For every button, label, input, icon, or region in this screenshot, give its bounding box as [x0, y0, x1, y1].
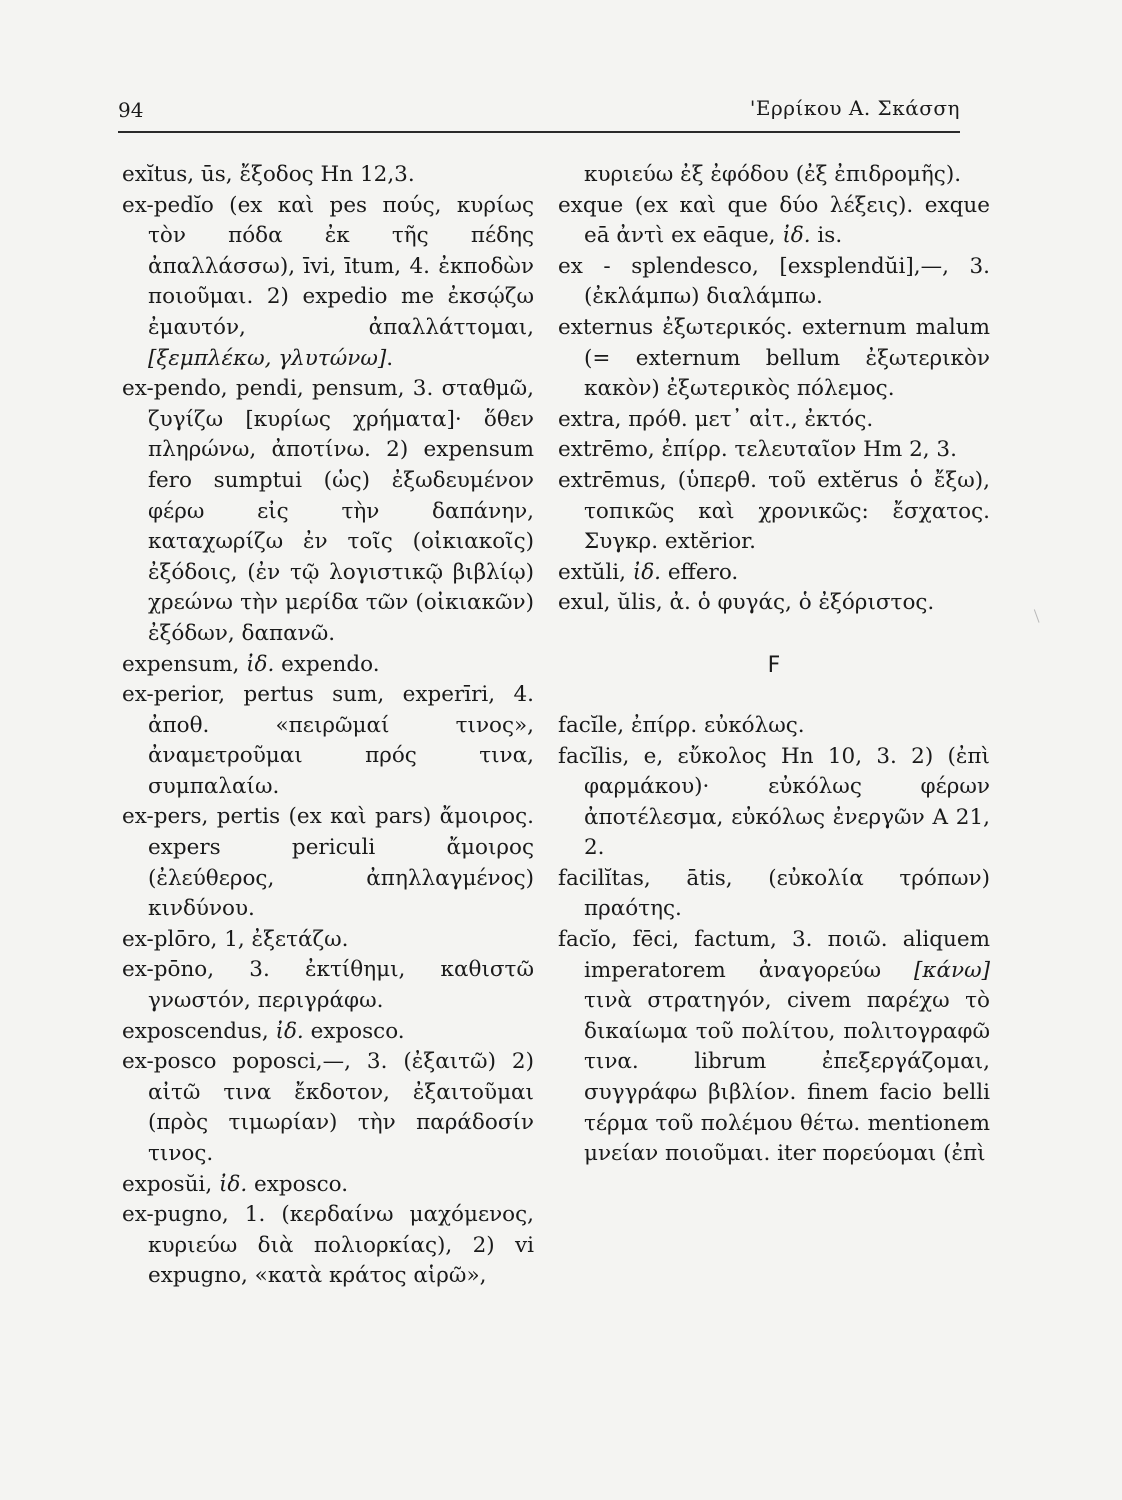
- right-column: [558, 160, 990, 1170]
- dictionary-entry: [558, 405, 990, 436]
- dictionary-entry: [122, 1047, 534, 1169]
- dictionary-entry: [122, 191, 534, 375]
- dictionary-entry: [122, 925, 534, 956]
- dictionary-entry: [122, 955, 534, 1016]
- dictionary-entry: [122, 160, 534, 191]
- entry-text: ex-posco poposci,—, 3. (ἐξαιτῶ) 2) αἰτῶ τινα ἔκδοτον, ἐξαιτοῦμαι (πρὸς τιμωρίαν) τὴν παράδοσίν τινος.: [122, 1049, 534, 1166]
- dictionary-entry: [558, 711, 990, 742]
- dictionary-entry: [558, 466, 990, 558]
- entry-text: externus ἐξωτερικός. externum malum (= externum bellum ἐξωτερικὸν κακὸν) ἐξωτερικὸς πόλεμος.: [558, 314, 990, 402]
- entry-text: ex-pugno, 1. (κερδαίνω μαχόμενος, κυριεύω διὰ πολιορκίας), 2) vi expugno, «κατὰ κράτος αἱρῶ»,: [122, 1202, 534, 1289]
- entry-italic: [ξεμπλέκω, γλυτώνω]: [148, 345, 387, 371]
- dictionary-entry: [558, 558, 990, 589]
- dictionary-entry: [122, 680, 534, 802]
- entry-italic: ἰδ.: [782, 223, 811, 249]
- entry-text: extrēmo, ἐπίρρ. τελευταῖον Hm 2, 3.: [558, 437, 957, 463]
- entry-text: facĭo, fēci, factum, 3. ποιῶ. aliquem imperatorem ἀναγορεύω: [558, 927, 990, 983]
- entry-text: ex-pedĭo (ex καὶ pes πούς, κυρίως τὸν πόδα ἐκ τῆς πέδης ἀπαλλάσσω), īvi, ītum, 4. ἐκποδὼν ποιοῦμαι. 2) expedio me ἐκσῴζω ἐμαυτόν, ἀπαλλάττομαι,: [122, 192, 534, 340]
- margin-pencil-mark: [1034, 607, 1045, 623]
- entry-text: extŭli,: [558, 559, 633, 585]
- dictionary-entry: [122, 1170, 534, 1201]
- entry-text: exque (ex καὶ que δύο λέξεις). exque eā ἀντὶ ex eāque,: [558, 192, 990, 249]
- dictionary-entry: [122, 374, 534, 649]
- entry-text: ex-pōno, 3. ἐκτίθημι, καθιστῶ γνωστόν, περιγράφω.: [122, 957, 534, 1014]
- dictionary-entry: [122, 650, 534, 681]
- dictionary-entry: [122, 1200, 534, 1292]
- dictionary-entry: [122, 1017, 534, 1048]
- left-column: [122, 160, 534, 1292]
- dictionary-entry: [558, 925, 990, 1170]
- entry-tail: τινὰ στρατηγόν, civem παρέχω τὸ δικαίωμα τοῦ πολίτου, πολιτογραφῶ τινα. librum ἐπεξεργάζομαι, συγγράφω βιβλίον. finem facio belli τέρμα τοῦ πολέμου θέτω. mentionem μνείαν ποιοῦμαι. iter πορεύομαι (ἐπὶ: [584, 988, 990, 1167]
- dictionary-entry: [558, 864, 990, 925]
- entry-text: expensum,: [122, 651, 247, 677]
- entry-tail: is.: [810, 223, 843, 249]
- entry-text: facĭlis, e, εὔκολος Hn 10, 3. 2) (ἐπὶ φαρμάκου)· εὐκόλως φέρων ἀποτέλεσμα, εὐκόλως ἐνεργῶν A 21, 2.: [558, 743, 990, 861]
- entry-italic: ἰδ.: [632, 559, 661, 585]
- entry-text: extrēmus, (ὑπερθ. τοῦ extĕrus ὁ ἔξω), τοπικῶς καὶ χρονικῶς: ἔσχατος. Συγκρ. extĕrior.: [558, 467, 990, 555]
- dictionary-entry: [558, 588, 990, 619]
- entry-text: exposŭi,: [122, 1171, 219, 1197]
- dictionary-entry: [558, 252, 990, 313]
- page-number: 94: [118, 98, 144, 122]
- entry-text: ex - splendesco, [exsplendŭi],—, 3. (ἐκλάμπω) διαλάμπω.: [558, 253, 990, 310]
- entry-tail: exposco.: [247, 1171, 349, 1197]
- entry-text: ex-pers, pertis (ex καὶ pars) ἄμοιρος. expers periculi ἄμοιρος (ἐλεύθερος, ἀπηλλαγμένος) κινδύνου.: [122, 804, 534, 922]
- entry-text: facilĭtas, ātis, (εὐκολία τρόπων) πραότης.: [558, 865, 990, 922]
- entry-text: facĭle, ἐπίρρ. εὐκόλως.: [558, 712, 805, 738]
- entry-tail: effero.: [660, 559, 739, 585]
- dictionary-entry: [558, 191, 990, 252]
- dictionary-entry: [558, 742, 990, 864]
- entry-text: ex-pendo, pendi, pensum, 3. σταθμῶ, ζυγίζω [κυρίως χρήματα]· ὅθεν πληρώνω, ἀποτίνω. 2) expensum fero sumptui (ὡς) ἐξωδευμένον φέρω εἰς τὴν δαπάνην, καταχωρίζω ἐν τοῖς (οἰκιακοῖς) ἐξόδοις, (ἐν τῷ λογιστικῷ βιβλίῳ) χρεώνω τὴν μερίδα τῶν (οἰκιακῶν) ἐξόδων, δαπανῶ.: [122, 376, 534, 646]
- entry-text: exĭtus, ūs, ἔξοδος Hn 12,3.: [122, 162, 415, 187]
- page-header: [118, 96, 960, 132]
- entry-continuation: κυριεύω ἐξ ἐφόδου (ἐξ ἐπιδρομῆς).: [584, 162, 962, 187]
- dictionary-entry: [558, 313, 990, 405]
- entry-text: exul, ŭlis, ἀ. ὁ φυγάς, ὁ ἐξόριστος.: [558, 590, 935, 616]
- entry-italic: ἰδ.: [275, 1018, 304, 1044]
- entry-text: exposcendus,: [122, 1018, 276, 1044]
- entry-italic: [κάνω]: [914, 957, 990, 983]
- entry-tail: expendo.: [274, 651, 380, 677]
- entry-italic: ἰδ.: [246, 651, 275, 677]
- entry-text: ex-plōro, 1, ἐξετάζω.: [122, 926, 349, 952]
- header-rule: [118, 131, 960, 133]
- entry-italic: ἰδ.: [218, 1171, 248, 1197]
- running-head: 'Ερρίκου Α. Σκάσση: [749, 96, 960, 120]
- entry-text: extra, πρόθ. μετ᾽ αἰτ., ἐκτός.: [558, 406, 874, 432]
- dictionary-entry: [558, 435, 990, 466]
- entry-tail: exposco.: [303, 1018, 405, 1044]
- dictionary-entry: [122, 802, 534, 924]
- entry-text: ex-perior, pertus sum, experīri, 4. ἀποθ. «πειρῶμαί τινος», ἀναμετροῦμαι πρός τινα, συμπαλαίω.: [122, 682, 534, 799]
- section-letter-heading: F: [767, 652, 781, 678]
- entry-tail: .: [386, 345, 394, 371]
